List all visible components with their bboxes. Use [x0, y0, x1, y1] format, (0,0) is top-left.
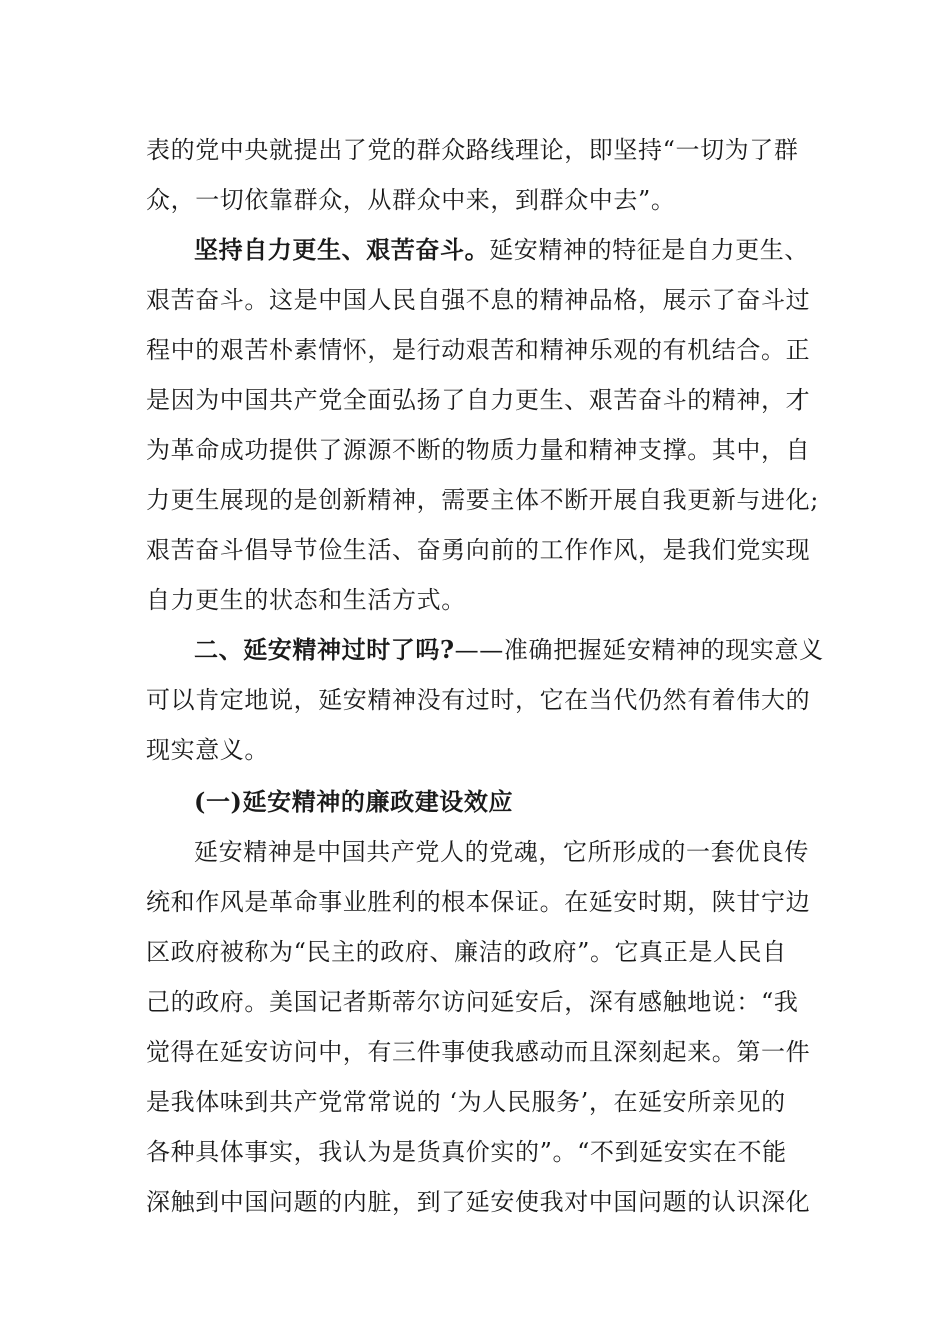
section-heading: 二、延安精神过时了吗?	[194, 635, 455, 664]
section-heading-line	[194, 633, 824, 667]
text-line: 统和作风是革命事业胜利的根本保证。在延安时期，陕甘宁边	[146, 888, 811, 916]
text-line: 是因为中国共产党全面弘扬了自力更生、艰苦奋斗的精神，才	[146, 386, 811, 414]
text-line: 深触到中国问题的内脏，到了延安使我对中国问题的认识深化	[146, 1188, 811, 1216]
text-line: 区政府被称为“民主的政府、廉洁的政府”。它真正是人民自	[146, 938, 787, 966]
text-line: 现实意义。	[146, 736, 269, 764]
text-line: 自力更生的状态和生活方式。	[146, 586, 466, 614]
text-span: ——准确把握延安精神的现实意义	[454, 636, 824, 664]
paragraph-heading: 坚持自力更生、艰苦奋斗。	[194, 235, 490, 264]
text-line: 众，一切依靠群众，从群众中来，到群众中去”。	[146, 186, 676, 214]
text-line: 艰苦奋斗倡导节俭生活、奋勇向前的工作作风，是我们党实现	[146, 536, 811, 564]
text-line: 艰苦奋斗。这是中国人民自强不息的精神品格，展示了奋斗过	[146, 286, 811, 314]
text-line: 延安精神是中国共产党人的党魂，它所形成的一套优良传	[194, 838, 809, 866]
text-span: 延安精神的特征是自力更生、	[489, 236, 810, 264]
text-line: 程中的艰苦朴素情怀，是行动艰苦和精神乐观的有机结合。正	[146, 336, 811, 364]
text-line: 觉得在延安访问中，有三件事使我感动而且深刻起来。第一件	[146, 1038, 811, 1066]
text-line: 为革命成功提供了源源不断的物质力量和精神支撑。其中，自	[146, 436, 811, 464]
text-line: 己的政府。美国记者斯蒂尔访问延安后，深有感触地说：“我	[146, 988, 799, 1016]
subsection-heading: (一)延安精神的廉政建设效应	[194, 787, 514, 816]
text-line: 可以肯定地说，延安精神没有过时，它在当代仍然有着伟大的	[146, 686, 811, 714]
text-line: 力更生展现的是创新精神，需要主体不断开展自我更新与进化;	[146, 486, 819, 514]
text-line: 表的党中央就提出了党的群众路线理论，即坚持“一切为了群	[146, 136, 799, 164]
text-line: 是我体味到共产党常常说的 ‘为人民服务’，在延安所亲见的	[146, 1088, 786, 1116]
text-line: 各种具体事实，我认为是货真价实的”。“不到延安实在不能	[146, 1138, 787, 1166]
paragraph-line	[194, 233, 809, 267]
